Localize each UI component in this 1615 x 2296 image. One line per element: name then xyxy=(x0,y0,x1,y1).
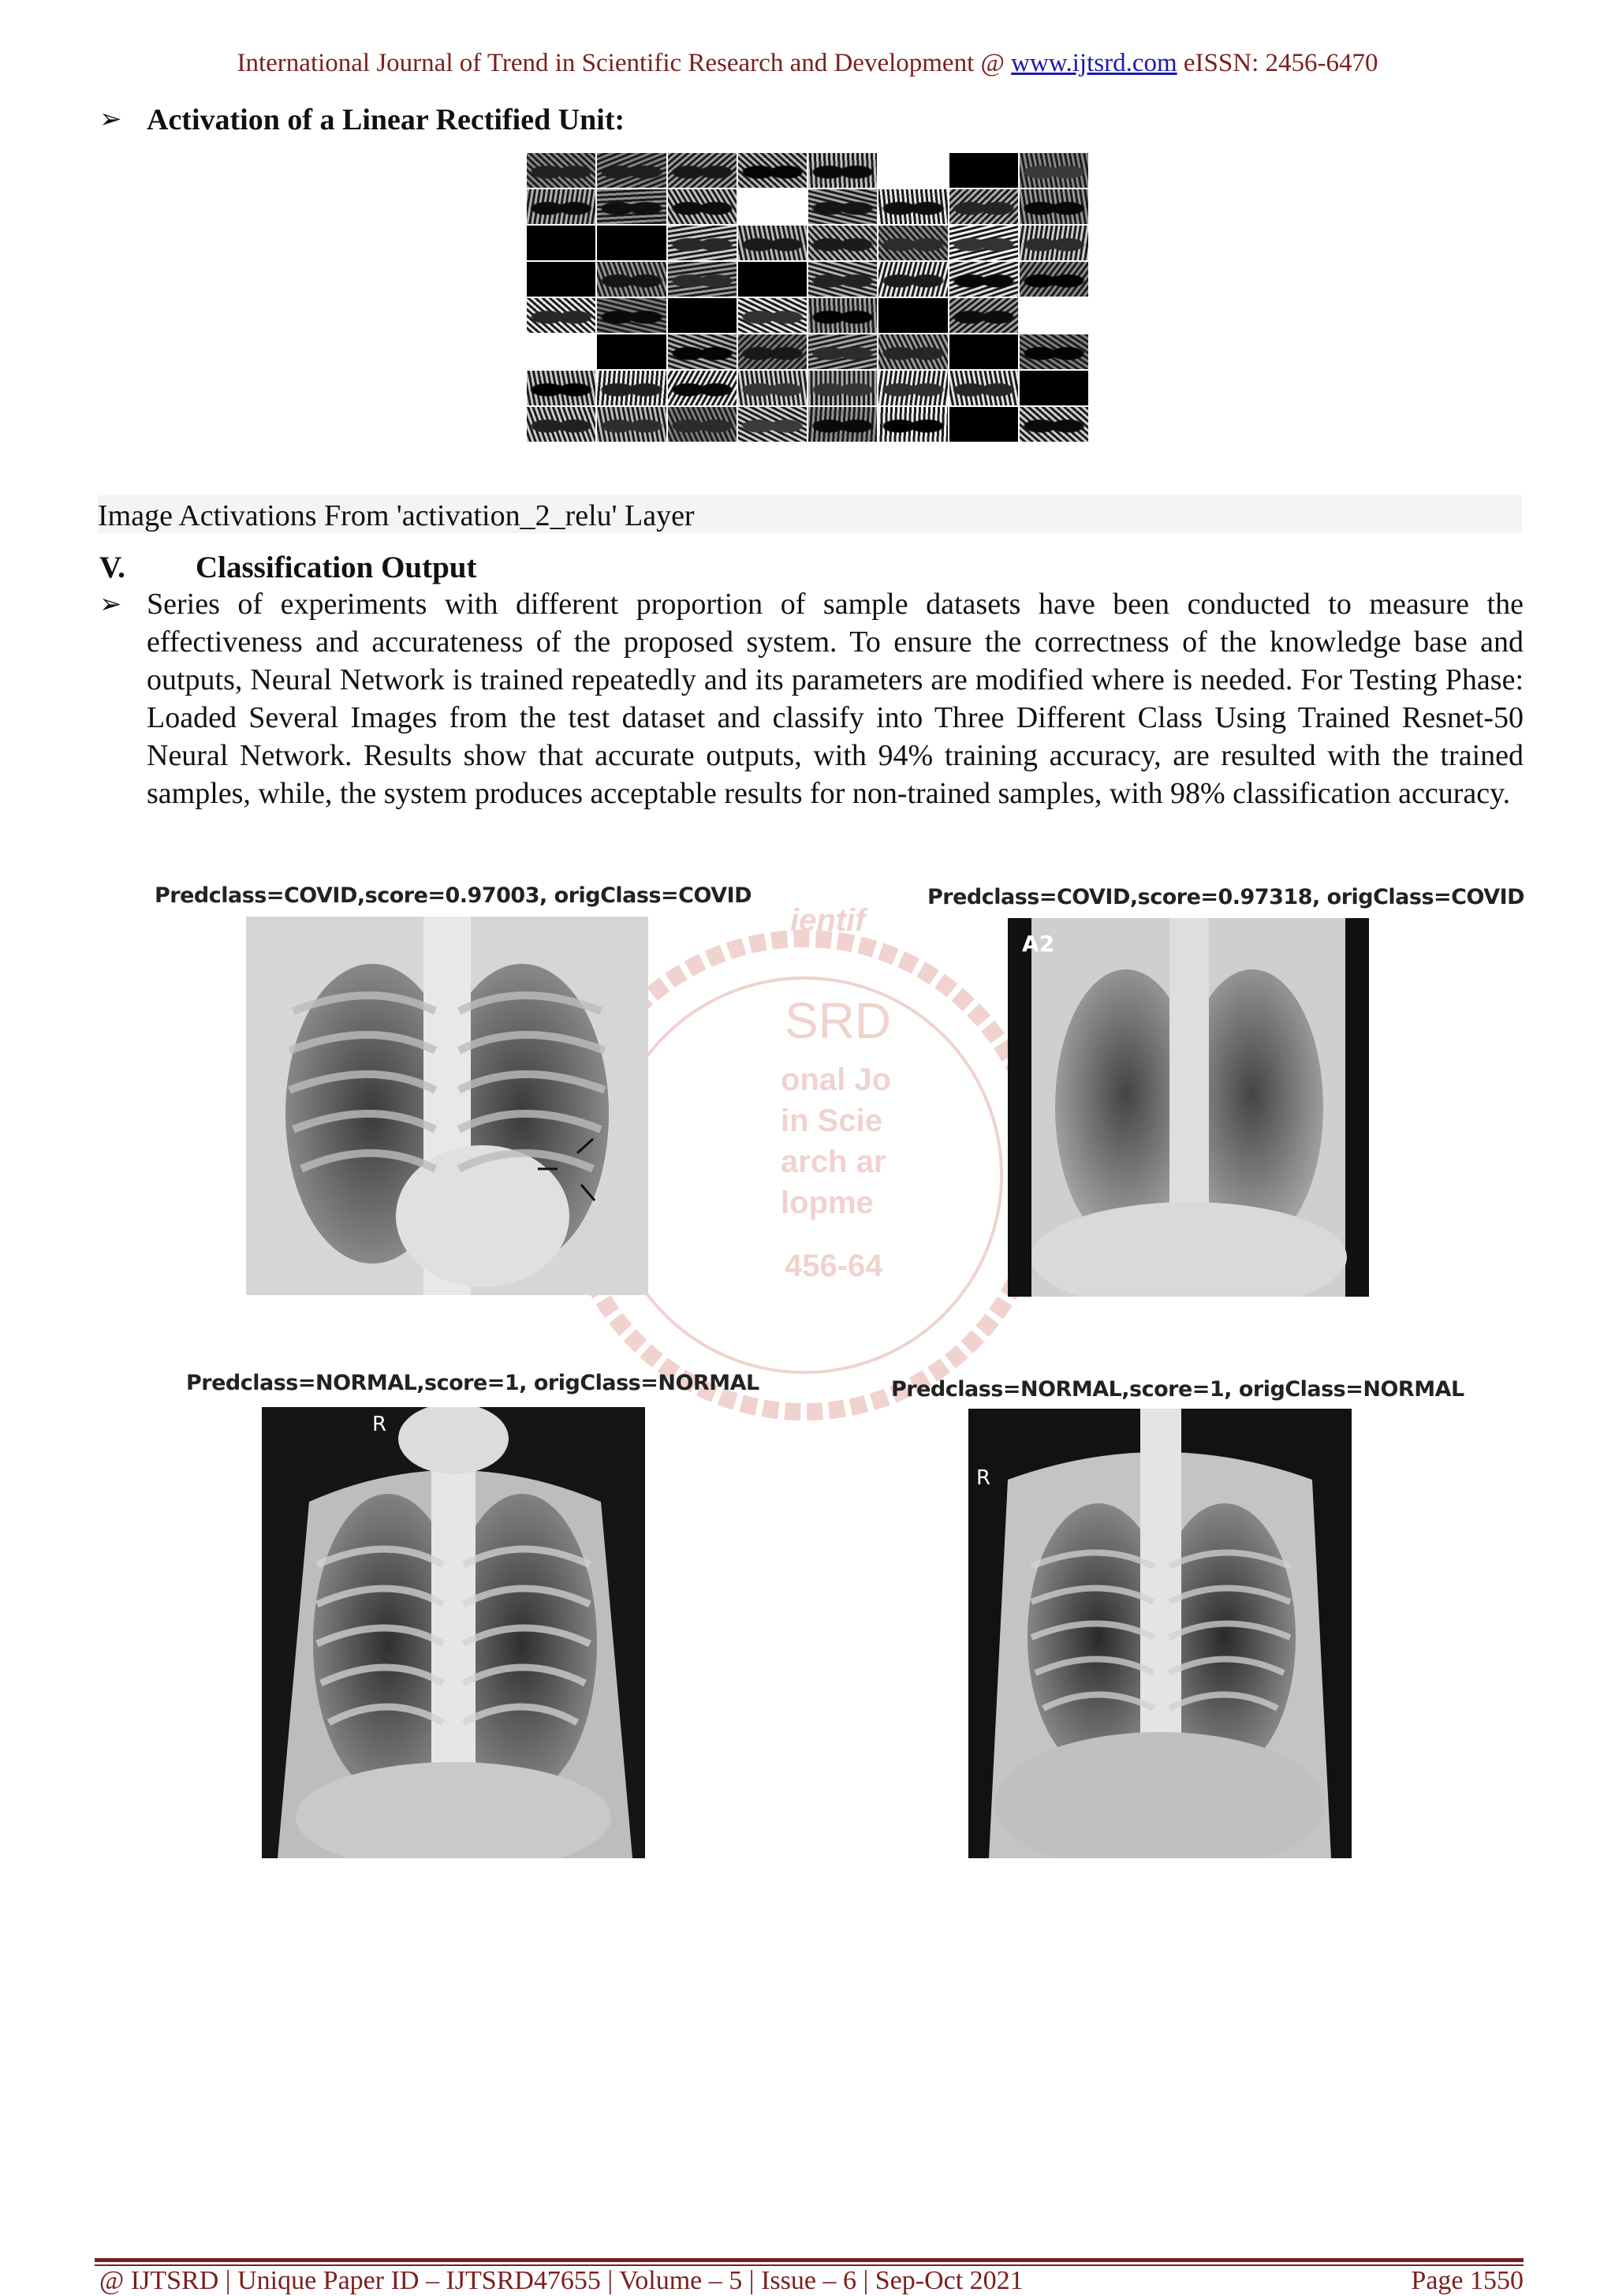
activation-tile xyxy=(738,298,807,333)
activation-tile xyxy=(949,262,1018,297)
activation-tile xyxy=(527,371,595,405)
activation-tile xyxy=(1020,334,1088,369)
watermark-text-5: arch ar xyxy=(781,1144,886,1179)
watermark-text-4: in Scie xyxy=(781,1103,882,1138)
activation-montage-image xyxy=(527,153,1088,442)
activation-tile xyxy=(738,334,807,369)
activation-tile xyxy=(668,189,737,224)
activation-tile xyxy=(808,189,877,224)
footer-rule xyxy=(95,2258,1524,2262)
activation-tile xyxy=(808,407,877,442)
activation-tile xyxy=(527,153,595,188)
activation-tile xyxy=(808,334,877,369)
activation-tile xyxy=(878,334,947,369)
activation-tile xyxy=(949,371,1018,405)
activation-tile xyxy=(878,189,947,224)
activation-tile xyxy=(1020,407,1088,442)
activation-tile xyxy=(668,153,737,188)
activation-tile xyxy=(527,262,595,297)
activation-tile xyxy=(738,262,807,297)
activation-tile xyxy=(808,371,877,405)
section-number: V. xyxy=(99,551,125,584)
bullet-arrow-icon: ➢ xyxy=(99,105,122,134)
activation-tile xyxy=(597,189,666,224)
activation-tile xyxy=(527,407,595,442)
activation-tile xyxy=(597,407,666,442)
activation-tile xyxy=(949,189,1018,224)
journal-header xyxy=(0,49,1615,78)
figure-caption-bar xyxy=(98,495,1522,533)
activation-tile xyxy=(878,298,947,333)
activation-tile xyxy=(527,189,595,224)
activation-tile xyxy=(597,334,666,369)
activation-tile xyxy=(949,153,1018,188)
bullet-arrow-icon: ➢ xyxy=(99,590,122,619)
activation-tile xyxy=(738,189,807,224)
watermark-text-3: onal Jo xyxy=(781,1062,892,1097)
activation-tile xyxy=(738,153,807,188)
chest-xray-image-2 xyxy=(1008,918,1369,1297)
xray-drawing-1 xyxy=(246,917,648,1295)
activation-tile xyxy=(808,153,877,188)
activation-tile xyxy=(738,407,807,442)
activation-tile xyxy=(527,298,595,333)
activation-tile xyxy=(1020,189,1088,224)
chest-xray-image-3 xyxy=(262,1407,645,1858)
chest-xray-image-4 xyxy=(968,1409,1352,1858)
xray-marker-3: R xyxy=(372,1413,387,1436)
activation-heading-text: Activation of a Linear Rectified Unit: xyxy=(147,103,625,136)
activation-tile xyxy=(527,226,595,260)
footer-info: @ IJTSRD | Unique Paper ID – IJTSRD47655 | Volume – 5 | Issue – 6 | Sep-Oct 2021 xyxy=(99,2266,1024,2295)
watermark-text-2: SRD xyxy=(785,992,892,1049)
activation-tile xyxy=(597,262,666,297)
activation-tile xyxy=(1020,298,1088,333)
result-label-4: Predclass=NORMAL,score=1, origClass=NORMAL xyxy=(891,1377,1464,1402)
xray-marker-4: R xyxy=(976,1466,991,1490)
activation-tile xyxy=(808,262,877,297)
activation-tile xyxy=(878,262,947,297)
activation-tile xyxy=(668,262,737,297)
activation-tile xyxy=(1020,371,1088,405)
result-label-3: Predclass=NORMAL,score=1, origClass=NORMAL xyxy=(186,1371,759,1395)
activation-tile xyxy=(878,371,947,405)
activation-tile xyxy=(1020,262,1088,297)
header-suffix: eISSN: 2456-6470 xyxy=(1177,49,1378,77)
result-label-1: Predclass=COVID,score=0.97003, origClass=COVID xyxy=(155,883,752,908)
xray-drawing-4 xyxy=(968,1409,1352,1858)
activation-tile xyxy=(949,298,1018,333)
page-number: Page 1550 xyxy=(1411,2266,1524,2295)
activation-tile xyxy=(668,334,737,369)
activation-tile xyxy=(668,371,737,405)
figure-caption: Image Activations From 'activation_2_relu' Layer xyxy=(98,499,695,532)
watermark-text-7: 456-64 xyxy=(785,1249,883,1283)
activation-tile xyxy=(597,298,666,333)
activation-tile xyxy=(878,226,947,260)
chest-xray-image-1 xyxy=(246,917,648,1295)
xray-drawing-3 xyxy=(262,1407,645,1858)
activation-tile xyxy=(597,371,666,405)
activation-tile xyxy=(738,371,807,405)
watermark-text-1: ientif xyxy=(790,903,866,938)
activation-tile xyxy=(878,153,947,188)
watermark-text-6: lopme xyxy=(781,1185,874,1220)
activation-tile xyxy=(878,407,947,442)
activation-tile xyxy=(597,226,666,260)
activation-tile xyxy=(668,298,737,333)
activation-tile xyxy=(949,334,1018,369)
xray-marker-2: A2 xyxy=(1022,931,1055,957)
activation-tile xyxy=(668,226,737,260)
activation-tile xyxy=(808,298,877,333)
section-title: Classification Output xyxy=(196,551,477,584)
result-label-2: Predclass=COVID,score=0.97318, origClass=COVID xyxy=(927,885,1525,909)
activation-tile xyxy=(949,407,1018,442)
header-prefix: International Journal of Trend in Scientific Research and Development @ xyxy=(237,49,1012,77)
activation-tile xyxy=(527,334,595,369)
activation-tile xyxy=(808,226,877,260)
section-paragraph: Series of experiments with different proportion of sample datasets have been conducted to measure the effectiveness and accurateness of the proposed system. To ensure the correctness of the knowledge base and outputs, Neural Network is trained repeatedly and its parameters are modified where is needed. For Testing Phase: Loaded Several Images from the test dataset and classify into Three Different Class Using Trained Resnet-50 Neural Network. Results show that accurate outputs, with 94% training accuracy, are resulted with the trained samples, while, the system produces acceptable results for non-trained samples, with 98% classification accuracy. xyxy=(147,588,1524,810)
xray-drawing-2 xyxy=(1008,918,1369,1297)
activation-tile xyxy=(1020,226,1088,260)
journal-link[interactable]: www.ijtsrd.com xyxy=(1011,49,1177,77)
activation-tile xyxy=(1020,153,1088,188)
activation-tile xyxy=(597,153,666,188)
activation-tile xyxy=(738,226,807,260)
activation-tile xyxy=(949,226,1018,260)
activation-tile xyxy=(668,407,737,442)
